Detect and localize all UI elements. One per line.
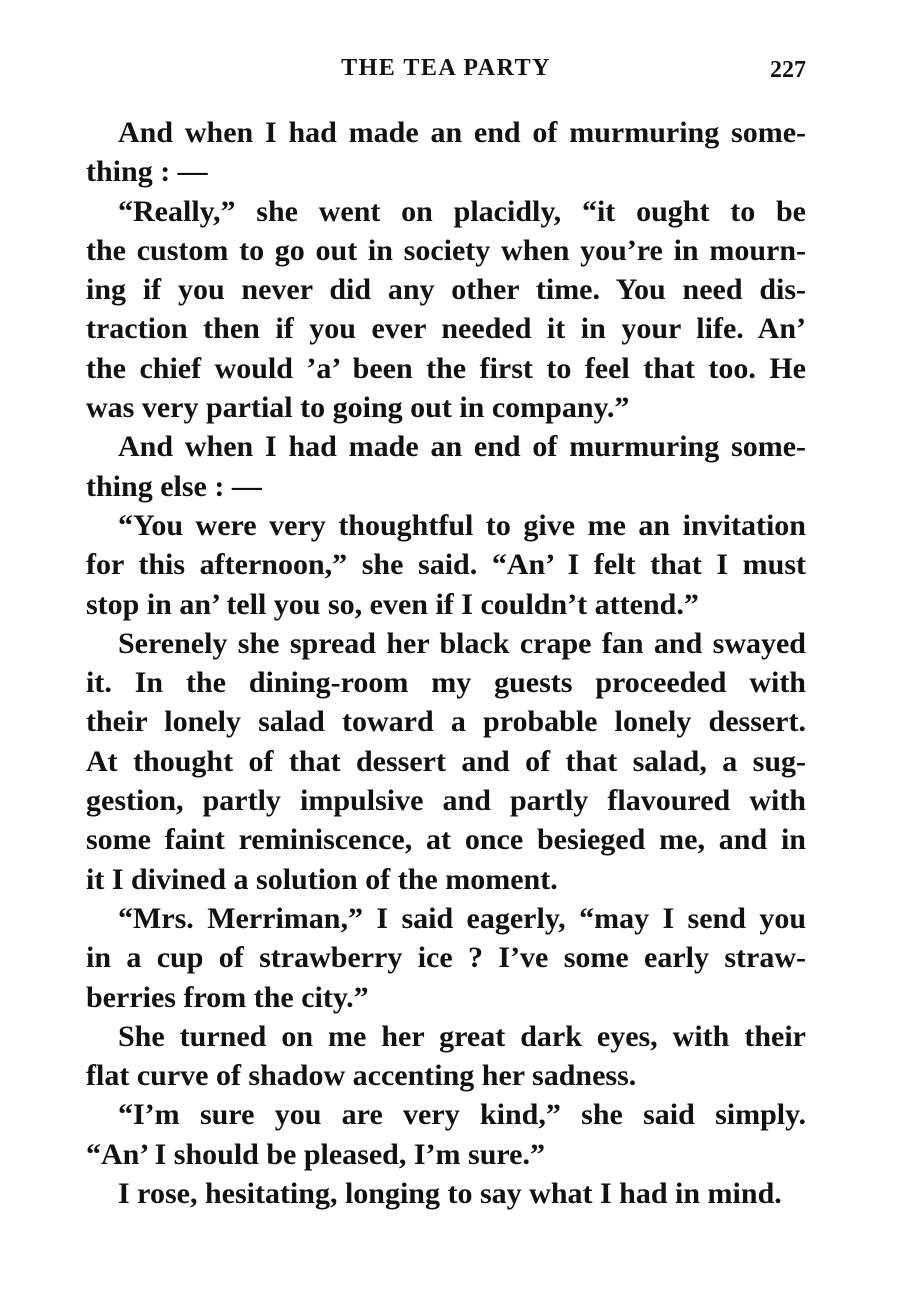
page-number: 227 bbox=[770, 57, 806, 83]
text-line: the chief would ’a’ been the first to feel that too. He bbox=[86, 351, 806, 385]
body-text bbox=[86, 113, 806, 1213]
text-line: “Really,” she went on placidly, “it ought to be bbox=[118, 194, 806, 228]
text-line: it. In the dining-room my guests proceeded with bbox=[86, 666, 806, 700]
text-line: berries from the city.” bbox=[86, 980, 369, 1014]
text-line: some faint reminiscence, at once besieged me, and in bbox=[86, 823, 806, 857]
text-line: “You were very thoughtful to give me an invitation bbox=[118, 508, 806, 542]
text-line: was very partial to going out in company.” bbox=[86, 391, 630, 425]
text-line: “Mrs. Merriman,” I said eagerly, “may I send you bbox=[118, 901, 806, 935]
paragraph bbox=[86, 1174, 806, 1213]
text-line: for this afternoon,” she said. “An’ I felt that I must bbox=[86, 548, 806, 582]
text-line: “I’m sure you are very kind,” she said simply. bbox=[118, 1098, 806, 1132]
text-line: in a cup of strawberry ice ? I’ve some early straw- bbox=[86, 941, 806, 975]
text-line: And when I had made an end of murmuring some- bbox=[118, 116, 806, 149]
running-head bbox=[86, 55, 806, 89]
text-line: the custom to go out in society when you’re in mourn- bbox=[86, 233, 806, 267]
paragraph bbox=[86, 506, 806, 624]
paragraph bbox=[86, 113, 806, 192]
text-line: She turned on me her great dark eyes, with their bbox=[118, 1019, 806, 1053]
text-line: And when I had made an end of murmuring some- bbox=[118, 430, 806, 464]
text-line: their lonely salad toward a probable lonely dessert. bbox=[86, 705, 806, 739]
text-line: flat curve of shadow accenting her sadness. bbox=[86, 1059, 637, 1093]
text-line: traction then if you ever needed it in your life. An’ bbox=[86, 312, 806, 346]
paragraph bbox=[86, 899, 806, 1017]
text-line: stop in an’ tell you so, even if I couldn’t attend.” bbox=[86, 587, 699, 621]
text-line: it I divined a solution of the moment. bbox=[86, 862, 558, 896]
paragraph bbox=[86, 427, 806, 506]
text-line: Serenely she spread her black crape fan and swayed bbox=[118, 626, 806, 660]
text-line: thing else : — bbox=[86, 469, 262, 503]
paragraph bbox=[86, 1017, 806, 1096]
text-line: ing if you never did any other time. You need dis- bbox=[86, 273, 806, 307]
text-line: thing : — bbox=[86, 155, 208, 189]
text-line: gestion, partly impulsive and partly flavoured with bbox=[86, 784, 806, 818]
paragraph bbox=[86, 624, 806, 899]
paragraph bbox=[86, 1095, 806, 1174]
text-line: I rose, hesitating, longing to say what I had in mind. bbox=[118, 1177, 782, 1211]
text-line: At thought of that dessert and of that salad, a sug- bbox=[86, 744, 806, 778]
running-title: THE TEA PARTY bbox=[341, 55, 551, 81]
paragraph bbox=[86, 192, 806, 428]
text-line: “An’ I should be pleased, I’m sure.” bbox=[86, 1137, 545, 1171]
